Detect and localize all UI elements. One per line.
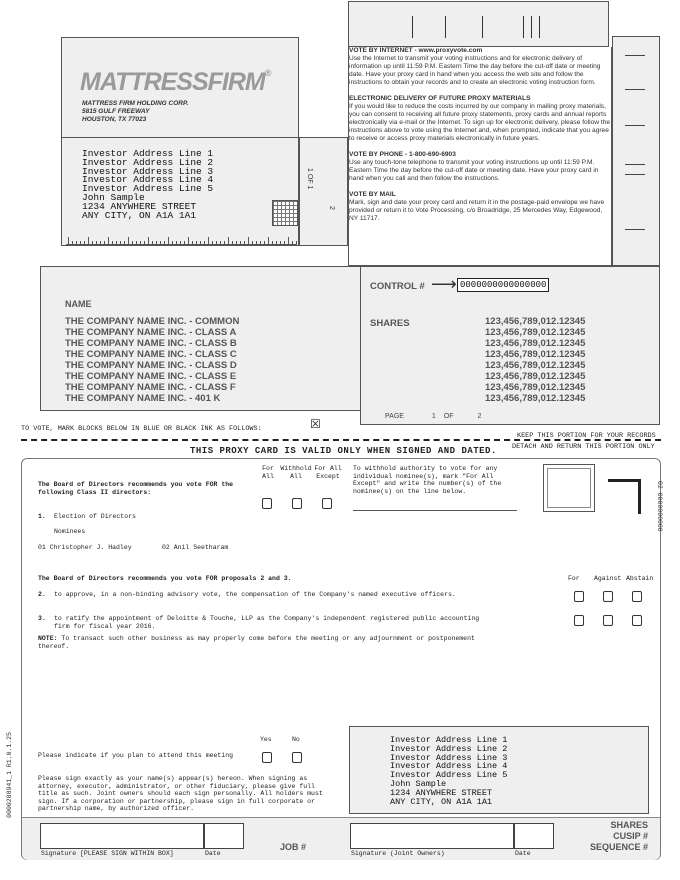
corner-mark	[608, 479, 641, 514]
col-for-all-except: For All Except	[314, 465, 342, 480]
control-panel	[360, 266, 660, 425]
ruler-scale	[62, 233, 298, 245]
envelope-window	[61, 37, 299, 145]
col-for-all: For All	[262, 465, 274, 480]
checkbox-item3-for[interactable]	[574, 615, 584, 626]
sender-line: HOUSTON, TX 77023	[82, 116, 147, 123]
control-label: CONTROL #	[370, 281, 425, 292]
page-number: 2	[328, 206, 335, 210]
detach-portion: DETACH AND RETURN THIS PORTION ONLY	[512, 443, 655, 451]
joint-signature-box[interactable]	[350, 823, 514, 849]
nominees-label: Nominees	[54, 528, 86, 535]
address-line: Investor Address Line 3	[82, 165, 214, 177]
electronic-delivery-body: If you would like to reduce the costs incurred by our company in mailing proxy materials, you can consent to receiving all future proxy statements, proxy cards and annual reports electronically via e-mail or the Internet. To sign up for electronic delivery, please follow the instructions above to vote using the Internet and, when prompted, indicate that you agree to receive or access proxy materials electronically in future years.	[349, 103, 611, 142]
joint-signature-label: Signature (Joint Owners)	[351, 850, 445, 857]
shares-value: 123,456,789,012.12345	[485, 316, 586, 327]
address-line: Investor Address Line 3	[390, 752, 508, 763]
shares-label: SHARES	[370, 318, 410, 329]
address-line: Investor Address Line 2	[390, 743, 508, 754]
joint-signature-date-box[interactable]	[514, 823, 554, 849]
sign-instructions: Please sign exactly as your name(s) appear(s) hereon. When signing as attorney, executor, administrator, or other fiduciary, please give full title as such. Joint owners should each sign personally. All holders must sign. If a corporation or partnership, please sign in full corporate or partnership name, by authorized officer.	[38, 775, 323, 812]
address-line: Investor Address Line 4	[390, 761, 508, 772]
return-address-box	[349, 726, 649, 814]
checkbox-for-all-except[interactable]	[322, 498, 332, 509]
page-total: 2	[477, 413, 482, 420]
signature-label: Signature [PLEASE SIGN WITHIN BOX]	[41, 850, 174, 857]
shares-value: 123,456,789,012.12345	[485, 360, 586, 371]
attend-yes-label: Yes	[260, 736, 272, 743]
shares-value: 123,456,789,012.12345	[485, 349, 586, 360]
checkbox-attend-no[interactable]	[292, 752, 302, 763]
name-panel	[40, 266, 361, 411]
attend-question: Please indicate if you plan to attend this meeting	[38, 752, 234, 759]
proxy-card	[21, 458, 661, 860]
mailing-address-window	[61, 137, 299, 246]
barcode-bar	[539, 16, 540, 38]
return-address	[390, 736, 507, 806]
signature-date-label: Date	[205, 850, 221, 857]
joint-signature-date-label: Date	[515, 850, 531, 857]
cut-line	[21, 439, 661, 441]
barcode-bar	[531, 16, 532, 38]
ruler-baseline	[66, 244, 296, 245]
checkbox-item2-against[interactable]	[603, 591, 613, 602]
vote-mail-body: Mark, sign and date your proxy card and return it in the postage-paid envelope we have provided or return it to Vote Processing, c/o Broadridge, 25 Mercedes Way, Edgewood, NY 11717.	[349, 199, 605, 222]
arrow-icon: ⟶	[431, 274, 457, 294]
sequence-meta-label: SEQUENCE #	[589, 842, 648, 852]
barcode-bar	[445, 16, 446, 38]
shares-list	[485, 316, 585, 404]
shares-value: 123,456,789,012.12345	[485, 327, 586, 338]
barcode-bar	[523, 16, 524, 38]
checkbox-item2-abstain[interactable]	[632, 591, 642, 602]
address-line: John Sample	[390, 778, 447, 789]
mark-symbol-icon: ☒	[310, 417, 321, 431]
nominee-1: 01 Christopher J. Hadley	[38, 544, 132, 551]
company-logo-text: MATTRESSFIRM	[80, 68, 265, 96]
page-num: 1	[431, 413, 436, 420]
directors-recommendation: The Board of Directors recommends you vote FOR the following Class II directors:	[38, 481, 234, 496]
checkbox-for-all[interactable]	[262, 498, 272, 509]
item1-text: Election of Directors	[54, 513, 136, 520]
signature-box[interactable]	[40, 823, 204, 849]
col-withhold-all: Withhold All	[280, 465, 312, 480]
company-name: THE COMPANY NAME INC. - CLASS B	[65, 338, 237, 349]
col-for: For	[568, 575, 580, 582]
item2-text: to approve, in a non-binding advisory vote, the compensation of the Company's named executive officers.	[54, 591, 456, 598]
company-name: THE COMPANY NAME INC. - CLASS E	[65, 371, 237, 382]
barcode-bar	[482, 16, 483, 38]
address-line: Investor Address Line 5	[390, 770, 508, 781]
col-abstain: Abstain	[626, 575, 654, 582]
page-label: PAGE	[385, 413, 404, 420]
note-label: NOTE:	[38, 635, 58, 642]
voting-instructions	[348, 47, 612, 266]
checkbox-item3-abstain[interactable]	[632, 615, 642, 626]
side-code: 02 0000000000	[656, 481, 663, 532]
vote-phone-body: Use any touch-tone telephone to transmit your voting instructions up until 11:59 P.M. Eastern Time the day before the cut-off date or meeting date. Have your proxy card in hand when you call and then follow the instructions.	[349, 159, 599, 182]
address-line: ANY CITY, ON A1A 1A1	[82, 209, 197, 221]
barcode-tab	[348, 1, 609, 47]
for-all-except-box[interactable]	[543, 464, 595, 512]
shares-meta-label: SHARES	[610, 820, 648, 830]
valid-notice: THIS PROXY CARD IS VALID ONLY WHEN SIGNED AND DATED.	[190, 446, 497, 456]
control-number: 0000000000000000	[457, 278, 549, 292]
address-line: John Sample	[82, 191, 145, 203]
item2-number: 2.	[38, 591, 46, 598]
note-text: To transact such other business as may properly come before the meeting or any adjournment or postponement thereof.	[38, 635, 475, 650]
vote-mail-title: VOTE BY MAIL	[349, 191, 396, 198]
right-edge-tab	[612, 36, 660, 266]
checkbox-item3-against[interactable]	[603, 615, 613, 626]
electronic-delivery-title: ELECTRONIC DELIVERY OF FUTURE PROXY MATERIALS	[349, 95, 531, 102]
barcode-bar	[412, 16, 413, 38]
attend-no-label: No	[292, 736, 300, 743]
item3-number: 3.	[38, 615, 46, 622]
sender-line: 5815 GULF FREEWAY	[82, 108, 150, 115]
checkbox-attend-yes[interactable]	[262, 752, 272, 763]
vote-internet-body: Use the Internet to transmit your voting instructions and for electronic delivery of information up until 11:59 P.M. Eastern Time the day before the cut-off date or meeting date. Have your proxy card in hand when you access the web site and follow the instructions to obtain your records and to create an electronic voting instruction form.	[349, 55, 601, 86]
col-against: Against	[594, 575, 622, 582]
address-line: 1234 ANYWHERE STREET	[82, 200, 197, 212]
shares-value: 123,456,789,012.12345	[485, 393, 586, 404]
ruler-tick	[296, 241, 297, 245]
checkbox-item2-for[interactable]	[574, 591, 584, 602]
checkbox-withhold-all[interactable]	[292, 498, 302, 509]
sender-line: MATTRESS FIRM HOLDING CORP.	[82, 100, 189, 107]
name-heading: NAME	[65, 299, 92, 309]
page-info	[385, 413, 481, 420]
address-line: Investor Address Line 1	[82, 148, 214, 159]
sender-address	[82, 100, 188, 124]
mark-instructions: TO VOTE, MARK BLOCKS BELOW IN BLUE OR BLACK INK AS FOLLOWS:	[21, 425, 262, 433]
left-margin-code: 0000288941_1 R1.0.1.25	[6, 732, 13, 818]
company-name: THE COMPANY NAME INC. - COMMON	[65, 316, 240, 327]
page-of: OF	[443, 413, 454, 420]
shares-value: 123,456,789,012.12345	[485, 338, 586, 349]
company-name: THE COMPANY NAME INC. - CLASS C	[65, 349, 237, 360]
nominee-2: 02 Anil Seetharam	[162, 544, 229, 551]
company-list	[65, 316, 239, 404]
company-name: THE COMPANY NAME INC. - CLASS A	[65, 327, 237, 338]
proposals-recommendation: The Board of Directors recommends you vote FOR proposals 2 and 3.	[38, 575, 292, 582]
nominee-number-line[interactable]	[353, 510, 517, 511]
address-line: Investor Address Line 4	[82, 174, 214, 186]
vote-internet-title: VOTE BY INTERNET - www.proxyvote.com	[349, 47, 483, 54]
shares-value: 123,456,789,012.12345	[485, 371, 586, 382]
company-name: THE COMPANY NAME INC. - CLASS F	[65, 382, 236, 393]
company-name: THE COMPANY NAME INC. - CLASS D	[65, 360, 237, 371]
address-line: Investor Address Line 2	[82, 156, 214, 168]
grid-mark	[272, 200, 298, 226]
vote-phone-title: VOTE BY PHONE - 1-800-690-6903	[349, 151, 456, 158]
address-line: Investor Address Line 1	[390, 735, 508, 745]
mailing-address	[82, 150, 213, 220]
cusip-meta-label: CUSIP #	[613, 831, 648, 841]
job-number-label: JOB #	[280, 842, 307, 852]
shares-value: 123,456,789,012.12345	[485, 382, 586, 393]
address-line: ANY CITY, ON A1A 1A1	[390, 796, 493, 807]
keep-portion: KEEP THIS PORTION FOR YOUR RECORDS	[517, 432, 656, 440]
signature-date-box[interactable]	[204, 823, 244, 849]
item1-number: 1.	[38, 513, 46, 520]
company-logo: MATTRESSFIRM®	[80, 68, 271, 96]
address-line: 1234 ANYWHERE STREET	[390, 787, 493, 798]
page-indicator-tab	[299, 137, 348, 246]
withhold-instructions: To withhold authority to vote for any individual nominee(s), mark "For All Except" and write the number(s) of the nominee(s) on the line below.	[353, 465, 502, 495]
item3-text: to ratify the appointment of Deloitte & Touche, LLP as the Company's independent registered public accounting firm for fiscal year 2016.	[54, 615, 480, 630]
company-name: THE COMPANY NAME INC. - 401 K	[65, 393, 221, 404]
address-line: Investor Address Line 5	[82, 183, 214, 195]
note	[38, 635, 508, 650]
page-of-text: 1 OF 1	[306, 168, 313, 190]
